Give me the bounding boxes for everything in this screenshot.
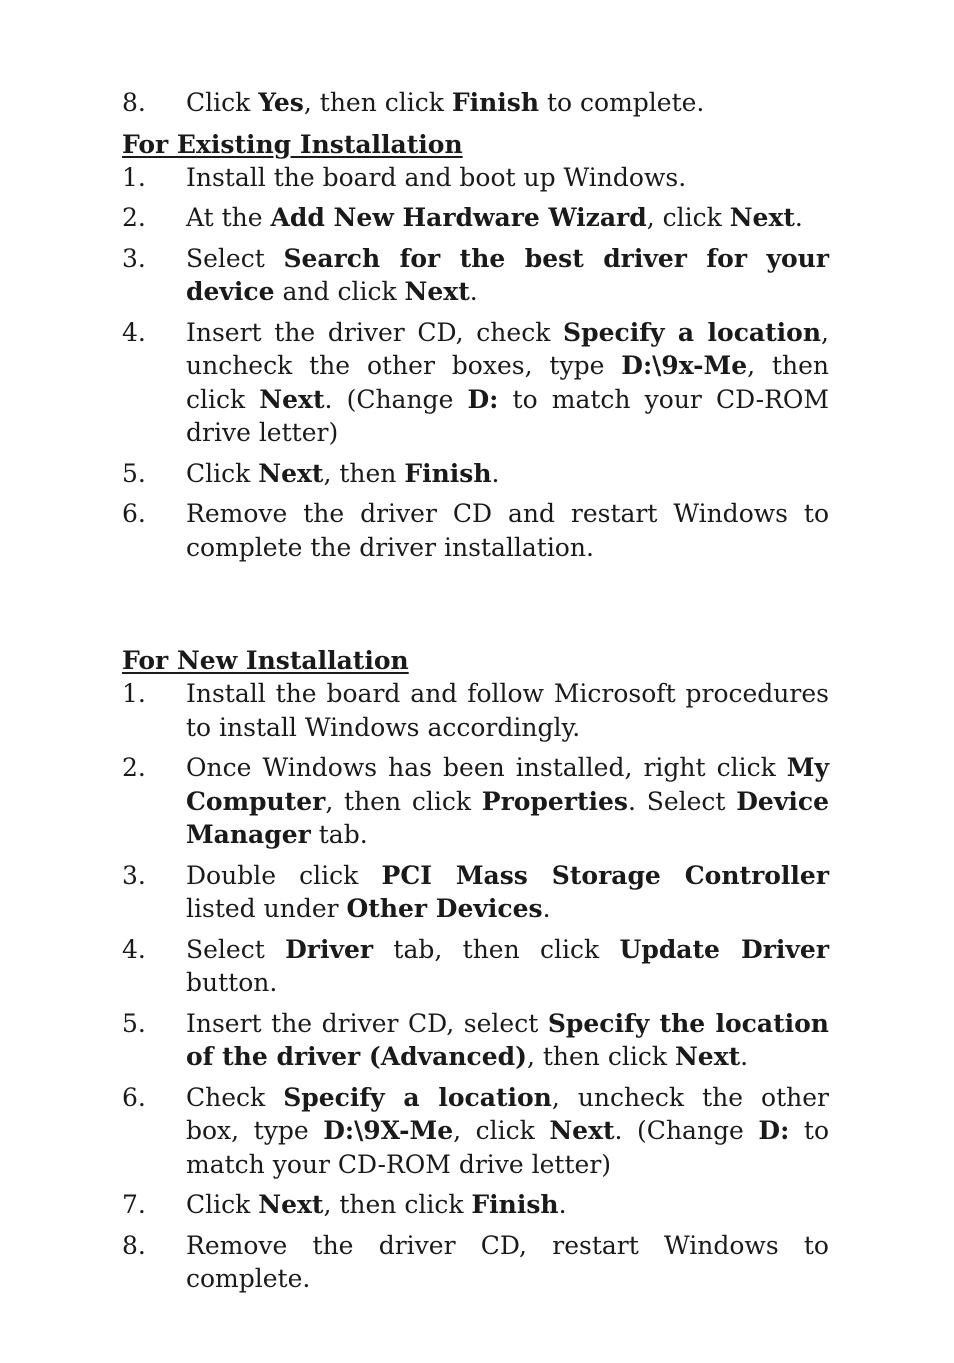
section-heading: For Existing Installation <box>122 129 463 159</box>
list-item <box>122 1188 829 1222</box>
step-text <box>186 457 829 491</box>
section-heading: For New Installation <box>122 646 409 675</box>
text-run: , click <box>646 203 730 232</box>
text-run: , uncheck the other box, type <box>186 1082 829 1145</box>
text-run: Click <box>186 1190 259 1219</box>
bold-term: Specify the location of the driver (Advanced) <box>186 1008 829 1071</box>
step-text <box>186 933 829 1000</box>
list-item <box>122 859 829 926</box>
step-number: 4. <box>122 317 146 347</box>
top-steps <box>122 86 829 120</box>
step-text <box>186 859 829 926</box>
text-run: Insert the driver CD, select <box>186 1008 548 1038</box>
text-run: . <box>740 1042 749 1071</box>
list-item <box>122 1081 829 1182</box>
text-run: button. <box>186 968 278 997</box>
text-run: , then click <box>323 1190 472 1219</box>
text-run: listed under <box>186 894 347 923</box>
text-run: Once Windows has been installed, right click <box>186 753 787 782</box>
step-number: 6. <box>122 499 146 528</box>
text-run: , then click <box>526 1042 675 1071</box>
bold-term: Next <box>258 458 324 488</box>
text-run: . <box>558 1190 567 1219</box>
step-number: 1. <box>122 162 146 192</box>
text-run: to complete. <box>539 88 705 117</box>
bold-term: Next <box>674 1042 741 1071</box>
step-number: 8. <box>122 1230 146 1260</box>
step-number: 8. <box>122 88 146 117</box>
step-text <box>186 201 829 235</box>
step-number: 5. <box>122 1008 146 1038</box>
list-item <box>122 86 829 120</box>
bold-term: D:\9x-Me <box>621 351 748 380</box>
bold-term: D: <box>467 384 499 414</box>
bold-term: Next <box>549 1116 615 1145</box>
list-item <box>122 316 829 450</box>
step-number: 3. <box>122 243 146 273</box>
step-number: 3. <box>122 860 146 890</box>
spacer <box>122 564 829 644</box>
text-run: . (Change <box>324 384 468 414</box>
text-run: Install the board and boot up Windows. <box>186 162 687 192</box>
bold-term: Add New Hardware Wizard <box>270 203 647 232</box>
step-text <box>186 677 829 744</box>
text-run: At the <box>186 203 271 232</box>
text-run: Insert the driver CD, check <box>186 317 564 347</box>
step-text <box>186 86 829 120</box>
bold-term: Next <box>404 277 470 306</box>
text-run: Click <box>186 458 259 488</box>
step-text <box>186 497 829 564</box>
text-run: Select <box>186 934 286 964</box>
step-number: 2. <box>122 753 146 782</box>
text-run: , then click <box>303 88 452 117</box>
bold-term: Next <box>729 203 795 232</box>
bold-term: Finish <box>404 458 492 488</box>
text-run: . Select <box>628 786 737 816</box>
bold-term: Device Manager <box>186 786 829 849</box>
text-run: , uncheck the other boxes, type <box>186 317 829 380</box>
text-run: to match your CD-ROM drive letter) <box>186 384 830 447</box>
list-item <box>122 457 829 491</box>
text-run: , then click <box>325 786 482 816</box>
text-run: Select <box>186 243 284 273</box>
section-existing-installation <box>122 128 829 565</box>
text-run: Click <box>186 88 259 117</box>
step-text <box>186 1081 829 1182</box>
step-text <box>186 1188 829 1222</box>
text-run: Remove the driver CD and restart Windows to complete the driver installation. <box>186 499 829 562</box>
bold-term: Properties <box>481 786 628 816</box>
step-text <box>186 1007 829 1074</box>
bold-term: Next <box>258 1190 324 1219</box>
step-list <box>122 161 829 565</box>
text-run: , then <box>323 458 405 488</box>
bold-term: Finish <box>471 1190 559 1219</box>
text-run: Install the board and follow Microsoft procedures to install Windows accordingly. <box>186 679 829 742</box>
text-run: . <box>491 458 500 488</box>
step-text <box>186 316 829 450</box>
text-run: and click <box>274 277 405 306</box>
bold-term: Driver <box>285 934 374 964</box>
list-item <box>122 242 829 309</box>
bold-term: Specify a location <box>283 1082 552 1112</box>
section-new-installation <box>122 644 829 1296</box>
list-item <box>122 933 829 1000</box>
list-item <box>122 497 829 564</box>
bold-term: D:\9X-Me <box>323 1116 454 1145</box>
text-run: . <box>542 894 551 923</box>
step-number: 6. <box>122 1082 146 1112</box>
step-text <box>186 161 829 195</box>
bold-term: Other Devices <box>346 894 543 923</box>
text-run: . (Change <box>614 1116 759 1145</box>
bold-term: Finish <box>451 88 540 117</box>
bold-term: My Computer <box>186 753 829 816</box>
bold-term: Update Driver <box>619 934 829 964</box>
text-run: Check <box>186 1082 284 1112</box>
bold-term: Yes <box>258 88 304 117</box>
bold-term: D: <box>758 1116 790 1145</box>
step-text <box>186 1229 829 1296</box>
text-run: , click <box>453 1116 550 1145</box>
bold-term: Search for the best driver for your device <box>186 243 829 306</box>
text-run: tab, then click <box>373 934 620 964</box>
bold-term: Next <box>259 384 325 414</box>
step-number: 4. <box>122 934 146 964</box>
step-number: 5. <box>122 458 146 488</box>
list-item <box>122 1007 829 1074</box>
step-list <box>122 677 829 1296</box>
text-run: , then click <box>186 351 829 414</box>
bold-term: Specify a location <box>563 317 822 347</box>
step-text <box>186 751 829 852</box>
bold-term: PCI Mass Storage Controller <box>381 860 829 890</box>
step-number: 7. <box>122 1190 146 1219</box>
list-item <box>122 1229 829 1296</box>
list-item <box>122 161 829 195</box>
text-run: tab. <box>310 820 368 849</box>
step-text <box>186 242 829 309</box>
step-number: 2. <box>122 203 146 232</box>
text-run: Remove the driver CD, restart Windows to complete. <box>186 1230 829 1293</box>
text-run: . <box>469 277 478 306</box>
spacer <box>122 120 829 128</box>
text-run: to match your CD-ROM drive letter) <box>186 1116 830 1179</box>
list-item <box>122 751 829 852</box>
text-run: Double click <box>186 860 382 890</box>
text-run: . <box>794 203 803 232</box>
list-item <box>122 677 829 744</box>
document-page <box>122 86 829 1296</box>
step-number: 1. <box>122 679 146 708</box>
list-item <box>122 201 829 235</box>
